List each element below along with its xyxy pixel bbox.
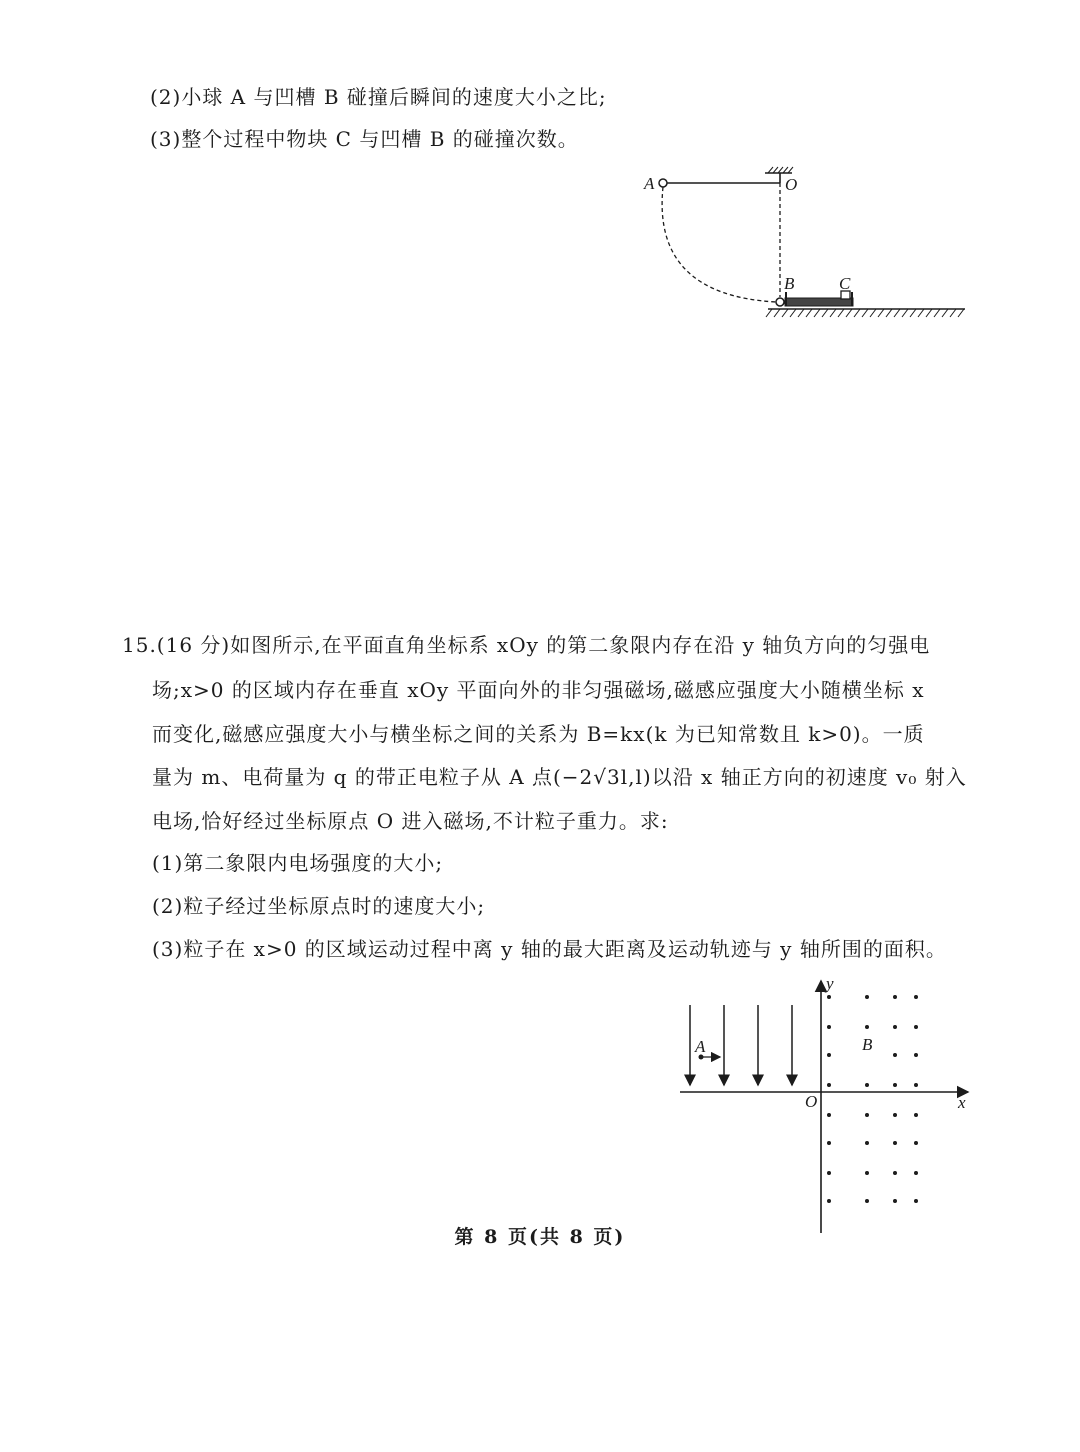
ball-at-b (776, 298, 784, 306)
label-y: y (826, 974, 834, 993)
q15-stem-line5: 电场,恰好经过坐标原点 O 进入磁场,不计粒子重力。求: (152, 809, 669, 833)
label-a: A (644, 174, 655, 193)
ball-a (659, 179, 667, 187)
label-x: x (958, 1093, 966, 1112)
label-a: A (695, 1037, 706, 1056)
label-b: B (784, 274, 795, 293)
label-b: B (862, 1035, 873, 1054)
q15-sub3: (3)粒子在 x>0 的区域运动过程中离 y 轴的最大距离及运动轨迹与 y 轴所围的面积。 (152, 937, 947, 961)
label-origin: O (805, 1092, 818, 1111)
q14-sub3: (3)整个过程中物块 C 与凹槽 B 的碰撞次数。 (150, 127, 579, 151)
q15-stem-line2: 场;x>0 的区域内存在垂直 xOy 平面向外的非匀强磁场,磁感应强度大小随横坐标 x (152, 678, 925, 702)
label-c: C (839, 274, 851, 293)
swing-arc (662, 187, 776, 302)
q14-sub2: (2)小球 A 与凹槽 B 碰撞后瞬间的速度大小之比; (150, 85, 607, 109)
q15-stem-line1: 15.(16 分)如图所示,在平面直角坐标系 xOy 的第二象限内存在沿 y 轴负方向的匀强电 (122, 633, 931, 657)
q15-stem-line3: 而变化,磁感应强度大小与横坐标之间的关系为 B=kx(k 为已知常数且 k>0)。一质 (152, 722, 925, 746)
q15-figure (676, 975, 976, 1245)
q15-stem-line4: 量为 m、电荷量为 q 的带正电粒子从 A 点(−2√3l,l)以沿 x 轴正方向的初速度 v₀ 射入 (152, 765, 967, 789)
q14-figure (630, 165, 970, 325)
q15-sub2: (2)粒子经过坐标原点时的速度大小; (152, 894, 486, 918)
magnetic-field-dots (827, 995, 918, 1203)
q15-sub1: (1)第二象限内电场强度的大小; (152, 851, 444, 875)
page-footer: 第 8 页(共 8 页) (454, 1226, 626, 1248)
label-o: O (785, 175, 798, 194)
